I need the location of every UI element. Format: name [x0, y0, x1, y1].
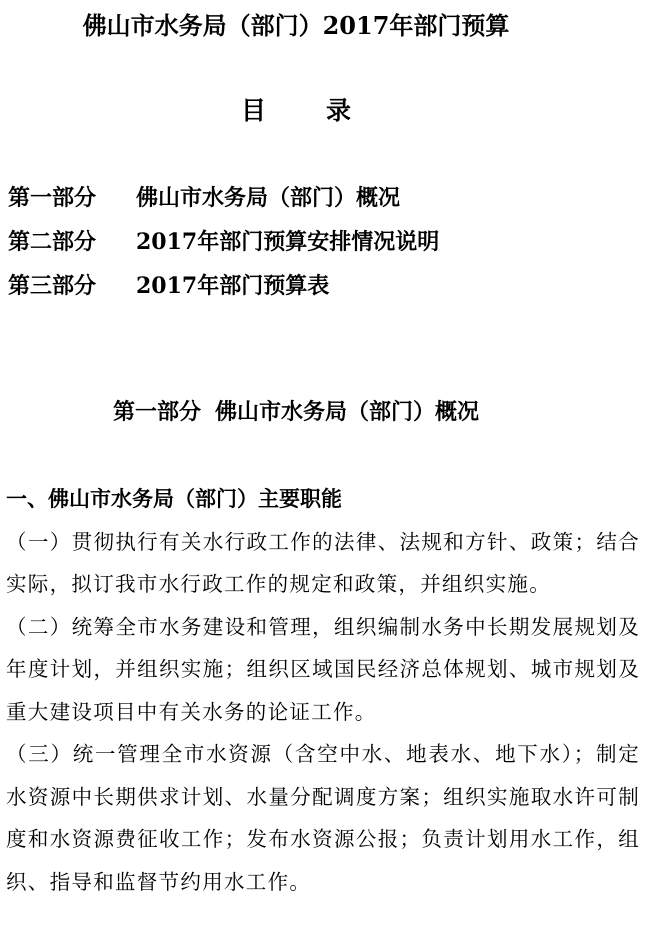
toc-item-part-1[interactable]: [8, 176, 439, 220]
paragraph-1: （一）贯彻执行有关水行政工作的法律、法规和方针、政策；结合实际，拟订我市水行政工作的规定和政策，并组织实施。: [6, 529, 640, 596]
toc-list: [8, 176, 439, 308]
paragraph-3: （三）统一管理全市水资源（含空中水、地表水、地下水）；制定水资源中长期供求计划、水量分配调度方案；组织实施取水许可制度和水资源费征收工作；发布水资源公报；负责计划用水工作，组织、指导和监督节约用水工作。: [6, 742, 640, 894]
section-part-label: 第一部分: [112, 399, 201, 425]
toc-item-part-label: 第二部分: [8, 229, 97, 255]
toc-item-part-3[interactable]: [8, 264, 439, 308]
section-title: 佛山市水务局（部门）概况: [215, 399, 480, 425]
paragraph-2: （二）统筹全市水务建设和管理，组织编制水务中长期发展规划及年度计划，并组织实施；组织区域国民经济总体规划、城市规划及重大建设项目中有关水务的论证工作。: [6, 614, 640, 724]
toc-item-text: 佛山市水务局（部门）概况: [136, 185, 401, 211]
toc-heading: [0, 91, 592, 131]
section-subheading: 一、佛山市水务局（部门）主要职能: [6, 486, 342, 511]
toc-item-text: 2017年部门预算安排情况说明: [136, 229, 440, 255]
document-title: 佛山市水务局（部门）2017年部门预算: [82, 11, 510, 40]
toc-heading-right: 录: [326, 96, 352, 125]
toc-item-text: 2017年部门预算表: [136, 273, 330, 299]
toc-item-part-2[interactable]: [8, 220, 439, 264]
toc-item-part-label: 第一部分: [8, 185, 97, 211]
toc-item-part-label: 第三部分: [8, 273, 97, 299]
section-heading: [0, 392, 592, 432]
section-body: [6, 478, 640, 903]
toc-heading-left: 目: [240, 96, 266, 125]
